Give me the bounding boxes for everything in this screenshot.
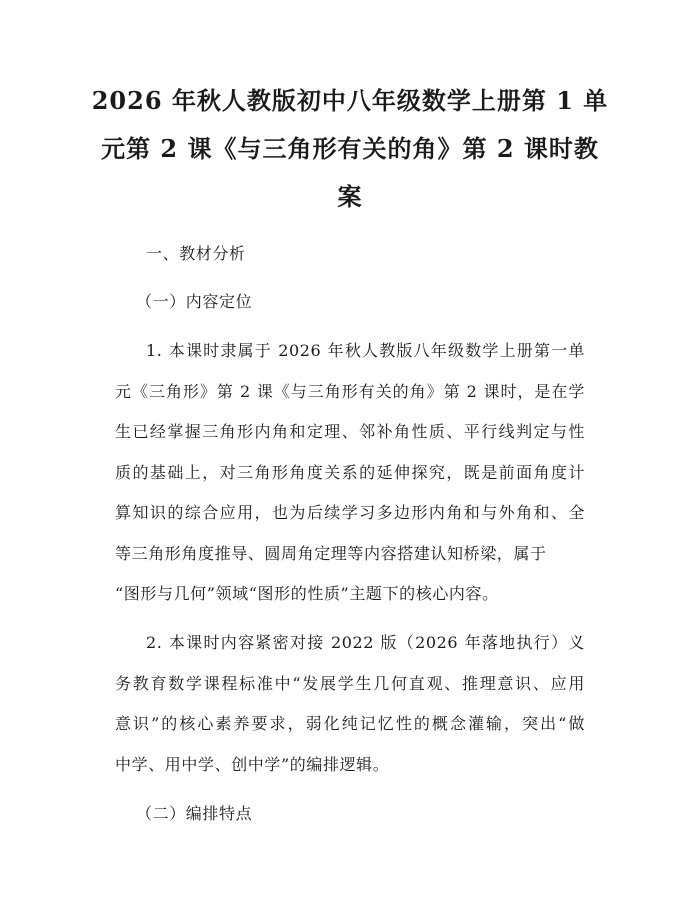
paragraph-2-line-4: 中学、用中学、创中学”的编排逻辑。 — [115, 755, 390, 774]
subsection-heading-content-positioning: （一）内容定位 — [136, 292, 253, 311]
section-heading-teaching-material-analysis: 一、教材分析 — [146, 244, 246, 263]
paragraph-1-line-1: 1. 本课时隶属于 2026 年秋人教版八年级数学上册第一单 — [146, 341, 585, 360]
paragraph-2-line-1: 2. 本课时内容紧密对接 2022 版（2026 年落地执行）义 — [146, 633, 585, 652]
paragraph-1-line-4: 质的基础上，对三角形角度关系的延伸探究，既是前面角度计 — [115, 463, 585, 482]
paragraph-1-line-2: 元《三角形》第 2 课《与三角形有关的角》第 2 课时，是在学 — [115, 382, 585, 401]
document-title-line-1: 2026 年秋人教版初中八年级数学上册第 1 单 — [91, 86, 609, 115]
paragraph-2-line-2: 务教育数学课程标准中“发展学生几何直观、推理意识、应用 — [115, 674, 585, 693]
paragraph-2-line-3: 意识”的核心素养要求，弱化纯记忆性的概念灌输，突出“做 — [115, 714, 585, 733]
paragraph-1-line-7: “图形与几何”领域“图形的性质”主题下的核心内容。 — [115, 584, 499, 603]
paragraph-1-line-3: 生已经掌握三角形内角和定理、邻补角性质、平行线判定与性 — [115, 422, 585, 441]
paragraph-1-line-6: 等三角形角度推导、圆周角定理等内容搭建认知桥梁，属于 — [115, 544, 547, 563]
subsection-heading-layout-features: （二）编排特点 — [136, 804, 253, 823]
document-title-line-3: 案 — [337, 182, 363, 211]
document-title-line-2: 元第 2 课《与三角形有关的角》第 2 课时教 — [101, 134, 599, 163]
paragraph-1-line-5: 算知识的综合应用，也为后续学习多边形内角和与外角和、全 — [115, 503, 585, 522]
